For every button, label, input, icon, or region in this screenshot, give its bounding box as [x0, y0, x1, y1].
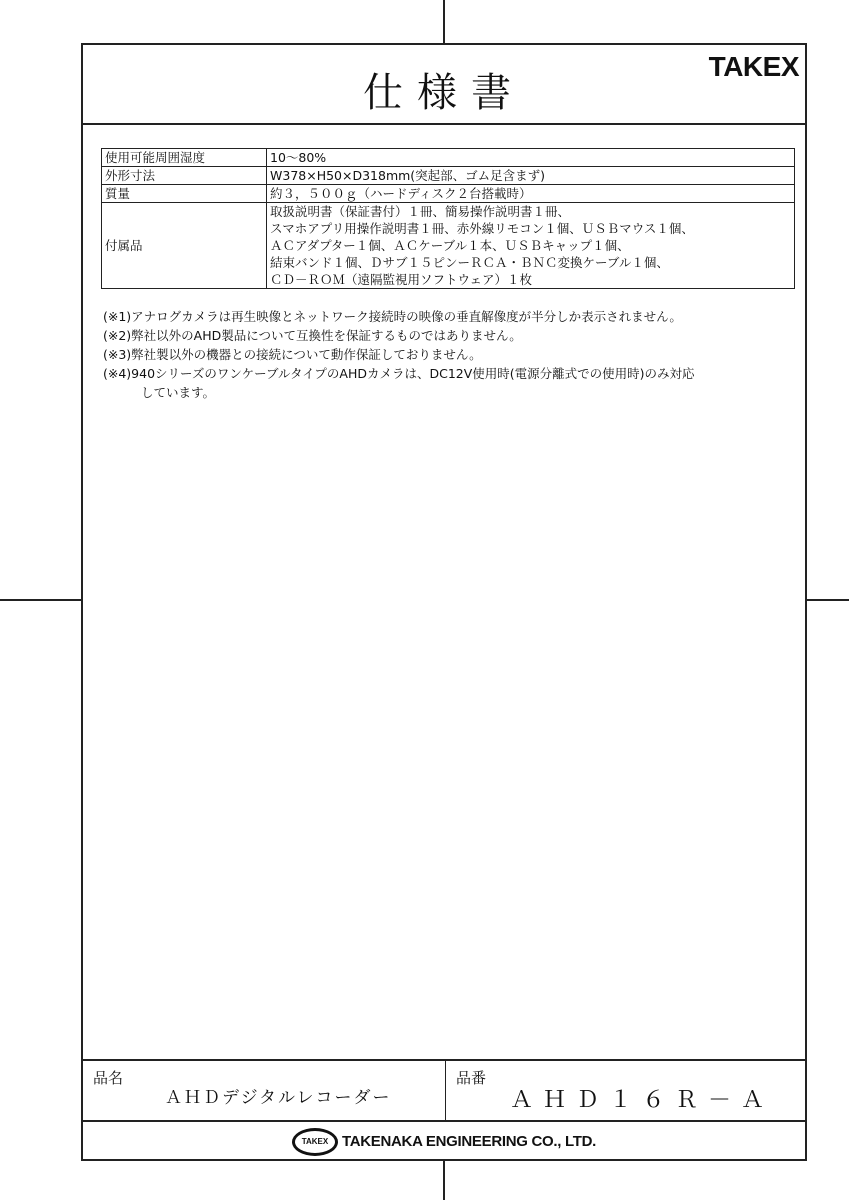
accessory-line: ＣＤ－ＲＯＭ（遠隔監視用ソフトウェア）１枚	[270, 272, 533, 287]
spec-value-accessories	[267, 203, 795, 289]
crop-mark-top	[443, 0, 445, 43]
footnotes	[103, 307, 695, 402]
table-row	[102, 185, 795, 203]
document-title: 仕様書	[363, 70, 525, 116]
spec-value: 約３，５００ｇ（ハードディスク２台搭載時）	[267, 185, 795, 203]
document-header	[83, 45, 805, 125]
crop-mark-bottom	[443, 1160, 445, 1200]
product-number: ＡＨＤ１６Ｒ－Ａ	[510, 1087, 774, 1113]
accessory-line: 結束バンド１個、Ｄサブ１５ピンーＲＣＡ・ＢＮＣ変換ケーブル１個、	[270, 255, 669, 270]
company-row	[83, 1122, 805, 1161]
footnote: (※2)弊社以外のAHD製品について互換性を保証するものではありません。	[103, 328, 522, 343]
product-name-cell	[83, 1061, 446, 1120]
table-row	[102, 203, 795, 289]
product-name-label: 品名	[93, 1069, 124, 1087]
crop-mark-right	[807, 599, 849, 601]
brand-logo: TAKEX	[708, 51, 799, 82]
spec-sheet-frame	[81, 43, 807, 1161]
accessory-line: ＡＣアダプター１個、ＡＣケーブル１本、ＵＳＢキャップ１個、	[270, 238, 630, 253]
footnote: (※1)アナログカメラは再生映像とネットワーク接続時の映像の垂直解像度が半分しか表示されません。	[103, 309, 682, 324]
product-row	[83, 1061, 805, 1122]
footnote: (※3)弊社製以外の機器との接続について動作保証しておりません。	[103, 347, 482, 362]
spec-label: 付属品	[102, 203, 267, 289]
spec-label: 質量	[102, 185, 267, 203]
spec-label: 使用可能周囲湿度	[102, 149, 267, 167]
title-block	[83, 1059, 805, 1161]
product-name: ＡＨＤデジタルレコーダー	[165, 1088, 392, 1108]
accessory-line: 取扱説明書（保証書付）１冊、簡易操作説明書１冊、	[270, 204, 571, 219]
table-row	[102, 149, 795, 167]
crop-mark-left	[0, 599, 81, 601]
table-row	[102, 167, 795, 185]
spec-value: 10～80%	[267, 149, 795, 167]
spec-value: W378×H50×D318mm(突起部、ゴム足含まず)	[267, 167, 795, 185]
takex-oval-logo-icon: TAKEX	[292, 1128, 338, 1156]
spec-label: 外形寸法	[102, 167, 267, 185]
product-number-label: 品番	[456, 1069, 487, 1087]
footnote: (※4)940シリーズのワンケーブルタイプのAHDカメラは、DC12V使用時(電源分離式での使用時)のみ対応	[103, 366, 695, 381]
footnote-continuation: しています。	[141, 385, 216, 400]
product-number-cell	[446, 1061, 805, 1120]
company-name: TAKENAKA ENGINEERING CO., LTD.	[341, 1133, 597, 1150]
accessory-line: スマホアプリ用操作説明書１冊、赤外線リモコン１個、ＵＳＢマウス１個、	[270, 221, 694, 236]
spec-table	[101, 148, 795, 289]
